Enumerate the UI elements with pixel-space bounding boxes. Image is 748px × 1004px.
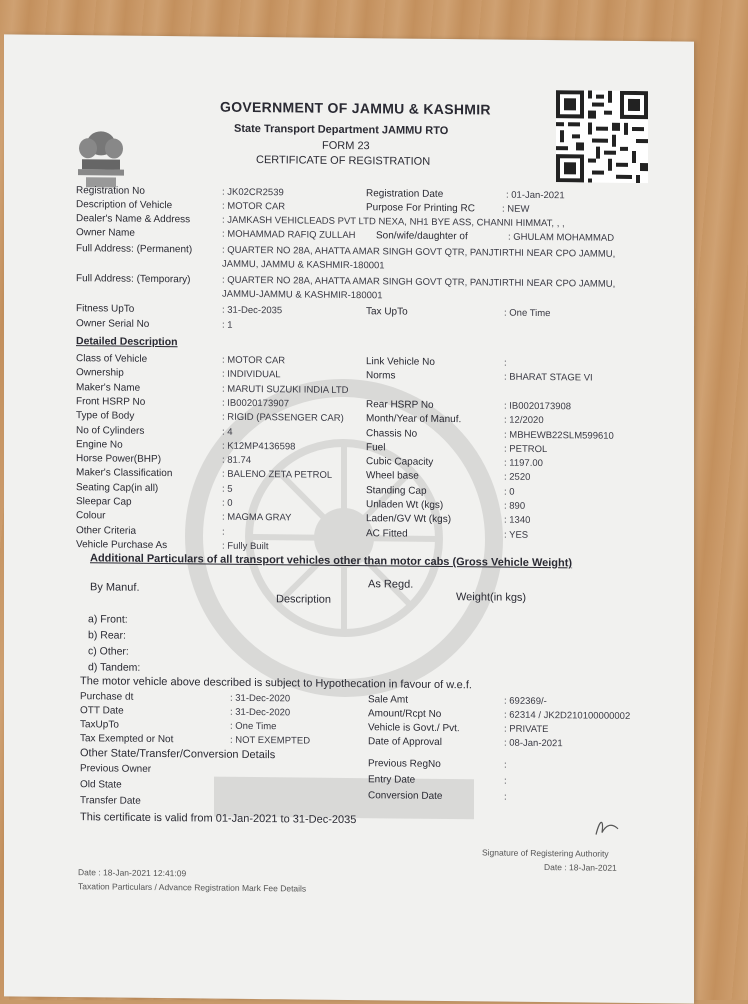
field-label: Tax UpTo [366, 306, 408, 318]
field-label: Class of Vehicle [76, 353, 148, 365]
field-value: : One Time [504, 307, 551, 320]
field-label: Maker's Name [76, 381, 141, 394]
by-manuf-label: By Manuf. [90, 581, 140, 594]
other-state-title: Other State/Transfer/Conversion Details [80, 747, 276, 762]
entry-date-label: Entry Date [368, 774, 416, 786]
field-value: : YES [504, 529, 529, 541]
field-label: Dealer's Name & Address [76, 213, 191, 226]
hypothecation-text: The motor vehicle above described is subject to Hypothecation in favour of w.e.f. [80, 675, 472, 692]
field-value: : Fully Built [222, 540, 269, 553]
field-value: : MAGMA GRAY [222, 511, 292, 524]
field-label: Fuel [366, 441, 386, 454]
conversion-date-label: Conversion Date [368, 790, 443, 802]
field-label: TaxUpTo [80, 719, 119, 731]
header-government: GOVERNMENT OF JAMMU & KASHMIR [220, 98, 491, 118]
field-label: Purchase dt [80, 691, 134, 703]
field-value: : One Time [230, 720, 277, 733]
field-label: Colour [76, 510, 106, 522]
field-value: : PETROL [504, 443, 548, 455]
field-label: Tax Exempted or Not [80, 733, 174, 746]
registration-certificate-paper [4, 34, 694, 1003]
field-value: : 01-Jan-2021 [506, 189, 565, 202]
field-label: Registration No [76, 185, 145, 197]
field-value: : NEW [502, 203, 530, 215]
field-value: : MOHAMMAD RAFIQ ZULLAH [222, 228, 356, 242]
field-label: Sleepar Cap [76, 496, 132, 508]
additional-item-rear: b) Rear: [88, 629, 126, 642]
additional-item-other: c) Other: [88, 645, 129, 658]
as-regd-label: As Regd. [368, 578, 414, 591]
field-value: : QUARTER NO 28A, AHATTA AMAR SINGH GOVT QTR, PANJTIRTHI NEAR CPO JAMMU, [222, 274, 616, 290]
field-label: Wheel base [366, 470, 419, 483]
field-value: : 12/2020 [504, 414, 544, 427]
additional-item-tandem: d) Tandem: [88, 661, 141, 674]
previous-regno-value: : [504, 759, 507, 771]
field-value: : MOTOR CAR [222, 200, 286, 213]
field-label: Full Address: (Permanent) [76, 243, 193, 256]
validity-text: This certificate is valid from 01-Jan-2021 to 31-Dec-2035 [80, 811, 357, 827]
field-label: Fitness UpTo [76, 303, 135, 315]
field-label: Norms [366, 370, 396, 382]
field-value: : INDIVIDUAL [222, 368, 281, 381]
field-label: Date of Approval [368, 736, 442, 748]
field-label: Unladen Wt (kgs) [366, 499, 444, 511]
field-label: Vehicle is Govt./ Pvt. [368, 722, 460, 735]
field-label: Horse Power(BHP) [76, 453, 162, 466]
field-label: AC Fitted [366, 527, 408, 540]
field-label: Chassis No [366, 427, 418, 440]
field-value: : 0 [504, 486, 515, 498]
field-value: : 2520 [504, 472, 531, 484]
header-form-number: FORM 23 [322, 139, 370, 153]
field-value: : MBHEWB22SLM599610 [504, 429, 614, 442]
weight-label: Weight(in kgs) [456, 591, 527, 604]
field-label: Front HSRP No [76, 396, 146, 408]
emblem-of-india-icon [66, 123, 136, 194]
field-value: : [222, 526, 225, 538]
conversion-date-value: : [504, 791, 507, 803]
field-value: : 31-Dec-2020 [230, 706, 291, 719]
field-value: : 1197.00 [504, 457, 543, 470]
field-value: : MARUTI SUZUKI INDIA LTD [222, 383, 349, 396]
field-value: : 62314 / JK2D210100000002 [504, 709, 631, 722]
field-label: Cubic Capacity [366, 456, 434, 468]
field-label: Son/wife/daughter of [376, 230, 468, 243]
field-value: JAMMU-JAMMU & KASHMIR-180001 [222, 288, 383, 302]
field-label: Owner Serial No [76, 318, 150, 330]
additional-item-front: a) Front: [88, 613, 128, 626]
field-value: JAMMU, JAMMU & KASHMIR-180001 [222, 258, 385, 272]
field-label: Engine No [76, 438, 123, 451]
qr-code-icon [556, 90, 648, 183]
field-label: Vehicle Purchase As [76, 539, 168, 551]
transfer-date-label: Transfer Date [80, 795, 141, 807]
field-label: No of Cylinders [76, 424, 145, 437]
field-label: Seating Cap(in all) [76, 481, 159, 494]
field-value: : 08-Jan-2021 [504, 737, 563, 750]
field-value: : MOTOR CAR [222, 354, 286, 367]
field-label: Laden/GV Wt (kgs) [366, 513, 452, 526]
field-value: : JK02CR2539 [222, 186, 284, 199]
entry-date-value: : [504, 775, 507, 787]
field-value: : NOT EXEMPTED [230, 734, 311, 747]
field-value: : 31-Dec-2035 [222, 304, 283, 317]
field-label: Amount/Rcpt No [368, 708, 442, 720]
field-label: Standing Cap [366, 484, 427, 497]
field-label: Purpose For Printing RC [366, 202, 475, 215]
detailed-description-title: Detailed Description [76, 335, 178, 349]
field-value: : 1 [222, 319, 233, 331]
previous-regno-label: Previous RegNo [368, 758, 441, 770]
old-state-label: Old State [80, 779, 122, 791]
field-value: : 692369/- [504, 695, 547, 708]
field-value: : 31-Dec-2020 [230, 692, 291, 705]
field-label: Month/Year of Manuf. [366, 413, 462, 426]
header-certificate-title: CERTIFICATE OF REGISTRATION [256, 154, 431, 168]
additional-particulars-title: Additional Particulars of all transport vehicles other than motor cabs (Gross Vehicle Weight) [90, 552, 573, 570]
field-label: Owner Name [76, 227, 135, 239]
field-value: : [504, 357, 507, 369]
field-value: : JAMKASH VEHICLEADS PVT LTD NEXA, NH1 BYE ASS, CHANNI HIMMAT, , , [222, 214, 565, 230]
field-value: : PRIVATE [504, 723, 549, 736]
footer-particulars: Taxation Particulars / Advance Registration Mark Fee Details [78, 881, 307, 894]
field-value: : IB0020173908 [504, 400, 572, 413]
field-value: : 81.74 [222, 454, 252, 467]
field-label: OTT Date [80, 705, 124, 717]
field-value: : QUARTER NO 28A, AHATTA AMAR SINGH GOVT QTR, PANJTIRTHI NEAR CPO JAMMU, [222, 244, 616, 260]
field-label: Description of Vehicle [76, 199, 173, 212]
field-value: : 0 [222, 497, 233, 509]
field-label: Rear HSRP No [366, 399, 434, 411]
field-value: : 4 [222, 426, 233, 438]
field-value: : IB0020173907 [222, 397, 290, 410]
field-value: : 5 [222, 483, 233, 495]
field-value: : RIGID (PASSENGER CAR) [222, 411, 344, 425]
description-label: Description [276, 593, 332, 606]
field-value: : K12MP4136598 [222, 440, 296, 453]
header-department: State Transport Department JAMMU RTO [234, 122, 449, 138]
footer-signature-date: Date : 18-Jan-2021 [544, 862, 617, 873]
signature-mark-icon [592, 815, 622, 841]
field-label: Ownership [76, 367, 124, 379]
field-value: : 890 [504, 500, 526, 512]
footer-date: Date : 18-Jan-2021 12:41:09 [78, 867, 187, 879]
field-label: Registration Date [366, 188, 444, 200]
field-label: Link Vehicle No [366, 356, 435, 368]
field-value: : 1340 [504, 514, 531, 527]
field-label: Type of Body [76, 410, 135, 422]
field-label: Other Criteria [76, 524, 137, 537]
field-value: : BALENO ZETA PETROL [222, 469, 333, 482]
previous-owner-label: Previous Owner [80, 763, 152, 775]
field-label: Full Address: (Temporary) [76, 273, 191, 286]
field-label: Maker's Classification [76, 467, 173, 480]
field-value: : BHARAT STAGE VI [504, 371, 593, 384]
footer-signature-label: Signature of Registering Authority [482, 847, 609, 859]
field-value: : GHULAM MOHAMMAD [508, 231, 615, 244]
field-label: Sale Amt [368, 694, 409, 706]
